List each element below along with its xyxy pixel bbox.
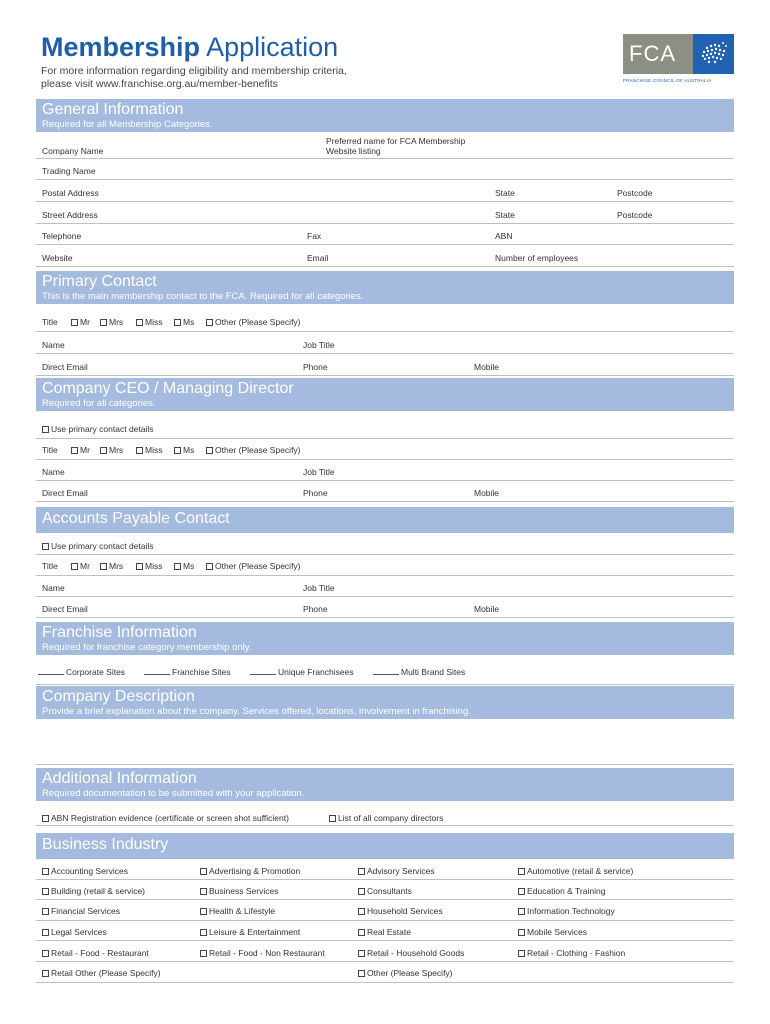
accounts-use-primary-row xyxy=(36,533,734,555)
checkbox-icon xyxy=(136,563,143,570)
industry-checkbox[interactable]: Household Services xyxy=(358,906,443,916)
preferred-name-label: Preferred name for FCA Membership Website listing xyxy=(326,136,466,156)
name-label: Name xyxy=(42,467,65,477)
title-light: Application xyxy=(206,32,339,62)
street-address-row[interactable] xyxy=(36,202,734,224)
name-label: Name xyxy=(42,583,65,593)
accounts-use-primary-checkbox[interactable]: Use primary contact details xyxy=(42,541,154,551)
checkbox-icon xyxy=(518,929,525,936)
industry-checkbox[interactable]: Education & Training xyxy=(518,886,605,896)
direct-email-label: Direct Email xyxy=(42,604,88,614)
general-section-header xyxy=(36,99,734,132)
mrs-checkbox[interactable]: Mrs xyxy=(100,317,123,327)
checkbox-icon xyxy=(174,563,181,570)
miss-checkbox[interactable]: Miss xyxy=(136,317,162,327)
section-subtitle: This is the main membership contact to the FCA. Required for all categories. xyxy=(42,291,364,302)
mobile-label: Mobile xyxy=(474,362,500,372)
postal-address-label: Postal Address xyxy=(42,188,99,198)
industry-section-header xyxy=(36,833,734,859)
checkbox-icon xyxy=(518,950,525,957)
other-title-checkbox[interactable]: Other (Please Specify) xyxy=(206,445,301,455)
phone-label: Phone xyxy=(303,604,328,614)
industry-checkbox[interactable]: Retail - Household Goods xyxy=(358,948,464,958)
mr-checkbox[interactable]: Mr xyxy=(71,317,90,327)
section-title: Business Industry xyxy=(42,836,169,853)
section-title: Company CEO / Managing Director xyxy=(42,380,294,397)
email-label: Email xyxy=(307,253,329,263)
checkbox-icon xyxy=(200,868,207,875)
description-textarea[interactable] xyxy=(36,719,734,765)
checkbox-icon xyxy=(42,908,49,915)
title-bold: Membership xyxy=(41,32,201,62)
checkbox-icon xyxy=(358,908,365,915)
mrs-checkbox[interactable]: Mrs xyxy=(100,445,123,455)
title-label: Title xyxy=(42,317,58,327)
checkbox-icon xyxy=(518,888,525,895)
checkbox-icon xyxy=(42,543,49,550)
street-address-label: Street Address xyxy=(42,210,98,220)
additional-docs-row xyxy=(36,801,734,826)
industry-checkbox[interactable]: Accounting Services xyxy=(42,866,128,876)
checkbox-icon xyxy=(358,868,365,875)
accounts-name-row[interactable] xyxy=(36,576,734,597)
industry-checkbox[interactable]: Advertising & Promotion xyxy=(200,866,300,876)
section-subtitle: Required for all categories. xyxy=(42,398,156,409)
ceo-name-row[interactable] xyxy=(36,460,734,481)
intro-line-2: please visit www.franchise.org.au/member-benefits xyxy=(41,78,278,90)
industry-checkbox[interactable]: Retail - Clothing - Fashion xyxy=(518,948,625,958)
checkbox-icon xyxy=(42,950,49,957)
industry-row xyxy=(36,880,734,900)
checkbox-icon xyxy=(358,888,365,895)
street-state-label: State xyxy=(495,210,515,220)
checkbox-icon xyxy=(200,950,207,957)
section-subtitle: Required for all Membership Categories. xyxy=(42,119,213,130)
ceo-section-header xyxy=(36,378,734,411)
accounts-title-row xyxy=(36,555,734,576)
industry-checkbox[interactable]: Retail - Food - Non Restaurant xyxy=(200,948,325,958)
section-subtitle: Required documentation to be submitted with your application. xyxy=(42,788,305,799)
industry-checkbox[interactable]: Automotive (retail & service) xyxy=(518,866,633,876)
ms-checkbox[interactable]: Ms xyxy=(174,317,194,327)
primary-contact-row[interactable] xyxy=(36,354,734,376)
fca-logo xyxy=(623,34,734,86)
accounts-section-header xyxy=(36,507,734,533)
checkbox-icon xyxy=(100,563,107,570)
logo-text: FCA xyxy=(629,41,676,66)
checkbox-icon xyxy=(200,888,207,895)
ms-checkbox[interactable]: Ms xyxy=(174,561,194,571)
website-row[interactable] xyxy=(36,245,734,267)
checkbox-icon xyxy=(358,929,365,936)
mrs-checkbox[interactable]: Mrs xyxy=(100,561,123,571)
website-label: Website xyxy=(42,253,73,263)
job-title-label: Job Title xyxy=(303,467,335,477)
logo-box xyxy=(623,34,693,74)
industry-row xyxy=(36,962,734,983)
section-title: Accounts Payable Contact xyxy=(42,510,230,527)
abn-evidence-checkbox[interactable]: ABN Registration evidence (certificate or screen shot sufficient) xyxy=(42,813,289,823)
other-title-checkbox[interactable]: Other (Please Specify) xyxy=(206,317,301,327)
checkbox-icon xyxy=(42,970,49,977)
intro-text xyxy=(41,65,461,91)
checkbox-icon xyxy=(206,563,213,570)
checkbox-icon xyxy=(518,908,525,915)
section-subtitle: Required for franchise category membership only. xyxy=(42,642,252,653)
intro-line-1: For more information regarding eligibility and membership criteria, xyxy=(41,65,347,77)
checkbox-icon xyxy=(42,426,49,433)
industry-row xyxy=(36,921,734,941)
checkbox-icon xyxy=(174,447,181,454)
industry-row xyxy=(36,941,734,962)
checkbox-icon xyxy=(100,447,107,454)
additional-section-header xyxy=(36,768,734,801)
trading-name-label: Trading Name xyxy=(42,166,96,176)
checkbox-icon xyxy=(200,908,207,915)
checkbox-icon xyxy=(358,970,365,977)
mr-checkbox[interactable]: Mr xyxy=(71,445,90,455)
checkbox-icon xyxy=(358,950,365,957)
checkbox-icon xyxy=(136,447,143,454)
phone-label: Phone xyxy=(303,488,328,498)
description-section-header xyxy=(36,686,734,719)
checkbox-icon xyxy=(100,319,107,326)
checkbox-icon xyxy=(42,888,49,895)
industry-checkbox[interactable]: Information Technology xyxy=(518,906,615,916)
checkbox-icon xyxy=(42,868,49,875)
checkbox-icon xyxy=(329,815,336,822)
industry-checkbox[interactable]: Retail Other (Please Specify) xyxy=(42,968,161,978)
checkbox-icon xyxy=(71,319,78,326)
section-title: Franchise Information xyxy=(42,624,197,641)
direct-email-label: Direct Email xyxy=(42,488,88,498)
abn-label: ABN xyxy=(495,231,513,241)
unique-franchisees-field[interactable]: Unique Franchisees xyxy=(250,667,354,677)
industry-checkbox[interactable]: Advisory Services xyxy=(358,866,435,876)
miss-checkbox[interactable]: Miss xyxy=(136,445,162,455)
postal-state-label: State xyxy=(495,188,515,198)
checkbox-icon xyxy=(206,447,213,454)
ceo-use-primary-row xyxy=(36,411,734,439)
ceo-contact-row[interactable] xyxy=(36,481,734,502)
franchise-sites-row xyxy=(36,655,734,685)
employees-label: Number of employees xyxy=(495,253,579,263)
section-title: Additional Information xyxy=(42,770,197,787)
ceo-title-row xyxy=(36,439,734,460)
page-title xyxy=(41,32,338,63)
phone-label: Phone xyxy=(303,362,328,372)
checkbox-icon xyxy=(206,319,213,326)
industry-checkbox[interactable]: Mobile Services xyxy=(518,927,587,937)
industry-checkbox[interactable]: Financial Services xyxy=(42,906,120,916)
franchise-section-header xyxy=(36,622,734,655)
accounts-contact-row[interactable] xyxy=(36,597,734,618)
primary-name-row[interactable] xyxy=(36,332,734,354)
telephone-label: Telephone xyxy=(42,231,82,241)
industry-checkbox[interactable]: Legal Services xyxy=(42,927,107,937)
trading-name-row[interactable] xyxy=(36,159,734,180)
industry-checkbox[interactable]: Business Services xyxy=(200,886,278,896)
directors-list-checkbox[interactable]: List of all company directors xyxy=(329,813,443,823)
title-label: Title xyxy=(42,561,58,571)
ms-checkbox[interactable]: Ms xyxy=(174,445,194,455)
industry-checkbox[interactable]: Real Estate xyxy=(358,927,411,937)
name-label: Name xyxy=(42,340,65,350)
globe-icon xyxy=(693,34,734,74)
company-name-label: Company Name xyxy=(42,146,104,156)
corporate-sites-field[interactable]: Corporate Sites xyxy=(38,667,125,677)
mr-checkbox[interactable]: Mr xyxy=(71,561,90,571)
checkbox-icon xyxy=(200,929,207,936)
franchise-sites-field[interactable]: Franchise Sites xyxy=(144,667,231,677)
industry-checkbox[interactable]: Other (Please Specify) xyxy=(358,968,453,978)
ceo-use-primary-checkbox[interactable]: Use primary contact details xyxy=(42,424,154,434)
title-label: Title xyxy=(42,445,58,455)
logo-subtitle: FRANCHISE COUNCIL OF AUSTRALIA xyxy=(623,78,712,83)
section-subtitle: Provide a brief explanation about the company. Services offered, locations, involvement in franchising. xyxy=(42,706,471,717)
industry-row xyxy=(36,859,734,880)
checkbox-icon xyxy=(518,868,525,875)
street-postcode-label: Postcode xyxy=(617,210,653,220)
postal-address-row[interactable] xyxy=(36,180,734,202)
mobile-label: Mobile xyxy=(474,488,500,498)
checkbox-icon xyxy=(174,319,181,326)
checkbox-icon xyxy=(71,447,78,454)
fax-label: Fax xyxy=(307,231,322,241)
job-title-label: Job Title xyxy=(303,340,335,350)
job-title-label: Job Title xyxy=(303,583,335,593)
checkbox-icon xyxy=(71,563,78,570)
section-title: General Information xyxy=(42,101,184,118)
checkbox-icon xyxy=(136,319,143,326)
industry-checkbox[interactable]: Health & Lifestyle xyxy=(200,906,275,916)
industry-checkbox[interactable]: Consultants xyxy=(358,886,412,896)
primary-section-header xyxy=(36,271,734,304)
direct-email-label: Direct Email xyxy=(42,362,88,372)
industry-checkbox[interactable]: Building (retail & service) xyxy=(42,886,145,896)
miss-checkbox[interactable]: Miss xyxy=(136,561,162,571)
section-title: Primary Contact xyxy=(42,273,157,290)
primary-title-row xyxy=(36,304,734,332)
industry-row xyxy=(36,900,734,921)
other-title-checkbox[interactable]: Other (Please Specify) xyxy=(206,561,301,571)
postal-postcode-label: Postcode xyxy=(617,188,653,198)
industry-checkbox[interactable]: Retail - Food - Restaurant xyxy=(42,948,149,958)
company-name-row[interactable] xyxy=(36,132,734,159)
telephone-row[interactable] xyxy=(36,224,734,245)
multi-brand-sites-field[interactable]: Multi Brand Sites xyxy=(373,667,465,677)
checkbox-icon xyxy=(42,815,49,822)
industry-checkbox[interactable]: Leisure & Entertainment xyxy=(200,927,300,937)
checkbox-icon xyxy=(42,929,49,936)
section-title: Company Description xyxy=(42,688,195,705)
mobile-label: Mobile xyxy=(474,604,500,614)
